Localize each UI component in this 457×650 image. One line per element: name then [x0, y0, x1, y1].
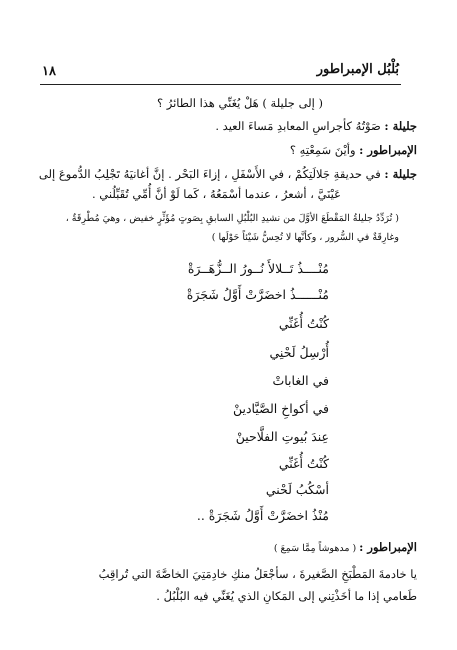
poem-line: أُرْسِلُ لَحْنِي — [269, 345, 329, 360]
header-rule — [40, 84, 401, 85]
poem-line: عِندَ بُيوتِ الفلَّاحينْ — [235, 429, 329, 444]
poem-line: أسْكُبُ لَحْني — [265, 482, 329, 497]
dialogue-line — [215, 120, 417, 134]
stage-direction-line: ( تُرَدِّدُ جليلةُ المَقْطَعَ الأوَّلَ من نشيدِ البُلْبُلِ السابقِ بِصَوتٍ مُؤَثِّرٍ خفيض ، وهيَ مُطْرِقَةٌ ، — [65, 213, 399, 224]
speaker-label: جليلة : — [384, 119, 417, 133]
dialogue-line — [290, 144, 417, 158]
dialogue-text: وأيْنَ سَمِعْتِهِ ؟ — [289, 143, 360, 157]
dialogue-text: طَعامي إذا ما أخَذْتِني إلى المَكانِ الذي يُغَنِّي فيه البُلْبُلُ . — [156, 589, 417, 603]
stage-direction-line: وغارِقَةٌ في السُّرور ، وكأنَّها لا تُحِسُّ شَيْئاً حَوْلَها ) — [211, 232, 399, 243]
dialogue-text: يا خادمةَ المَطْبَخِ الصَّغيرةَ ، سأجْعَلُ منكِ خادِمَتِيَ الخاصَّةَ التي تُراقِبُ — [98, 567, 417, 581]
poem-line: كُنْتُ أُغَنِّي — [278, 316, 329, 331]
page-number: ١٨ — [42, 64, 56, 79]
poem-line: مُنْــــــذُ اخضَرَّتْ أَوَّلُ شَجَرَةْ — [186, 287, 329, 302]
dialogue-line — [39, 168, 417, 182]
stage-direction-line: ( إلى جليلة ) هَلْ يُغَنِّي هذا الطائرُ ؟ — [156, 96, 323, 110]
stage-direction: ( مدهوشاً مِمَّا سَمِعَ ) — [273, 543, 360, 554]
dialogue-line — [274, 541, 417, 555]
poem-line: مُنْذُ اخضَرَّتْ أَوَّلُ شَجَرَةْ .. — [196, 508, 329, 523]
dialogue-line-continued: عَيْنَيَّ ، أشعرُ ، عندما أسْمَعُهُ ، كَما لَوْ أنَّ أُمِّي تُقَبِّلُني . — [92, 187, 341, 201]
dialogue-text: صَوْتُهُ كأجراسِ المعابدِ مَساءَ العيد . — [215, 119, 385, 133]
speaker-label: جليلة : — [384, 167, 417, 181]
running-header-title: بُلْبُل الإمبراطور — [316, 62, 399, 77]
speaker-label: الإمبراطور : — [359, 143, 417, 157]
poem-line: في أكواخِ الصَّيَّادينْ — [232, 401, 329, 416]
poem-line: في الغاباتْ — [272, 373, 329, 388]
dialogue-text: في حديقةِ جَلالَتِكُمْ ، في الأَسْفَلِ ، إزاءَ البَحْر . إنَّ أغانيَهُ تَجْلِبُ الدُّموعَ إلى — [38, 167, 385, 181]
speaker-label: الإمبراطور : — [359, 540, 417, 554]
poem-line: كُنْتُ أُغَنِّي — [278, 456, 329, 471]
poem-line: مُنْــــذُ تَــلالأَ نُــورُ الــزُّهَــرَةْ — [187, 261, 329, 276]
